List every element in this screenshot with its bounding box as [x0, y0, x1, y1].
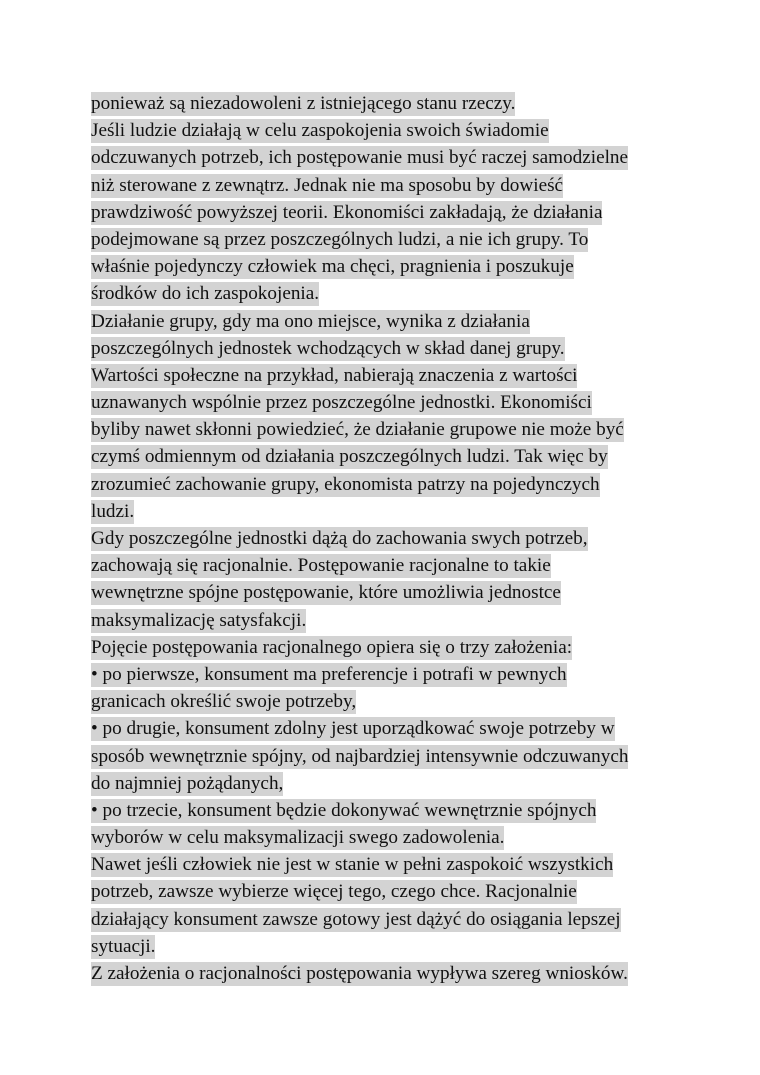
text-line: [91, 471, 681, 498]
text-line: [91, 498, 681, 525]
line-text: prawdziwość powyższej teorii. Ekonomiści zakładają, że działania: [91, 201, 603, 223]
line-text: • po pierwsze, konsument ma preferencje i potrafi w pewnych: [91, 663, 567, 685]
text-line: [91, 253, 681, 280]
line-text: odczuwanych potrzeb, ich postępowanie musi być raczej samodzielne: [91, 147, 629, 169]
line-text: granicach określić swoje potrzeby,: [91, 691, 357, 713]
text-line: [91, 933, 681, 960]
text-line: [91, 851, 681, 878]
line-text: niż sterowane z zewnątrz. Jednak nie ma sposobu by dowieść: [91, 174, 564, 196]
text-line: [91, 906, 681, 933]
line-text: uznawanych wspólnie przez poszczególne jednostki. Ekonomiści: [91, 392, 592, 414]
line-text: Działanie grupy, gdy ma ono miejsce, wynika z działania: [91, 310, 530, 332]
line-text: wewnętrzne spójne postępowanie, które umożliwia jednostce: [91, 582, 561, 604]
line-text: Pojęcie postępowania racjonalnego opiera się o trzy założenia:: [91, 636, 573, 658]
text-line: [91, 199, 681, 226]
line-text: podejmowane są przez poszczególnych ludzi, a nie ich grupy. To: [91, 228, 589, 250]
text-line: [91, 117, 681, 144]
bullet-line: [91, 715, 681, 742]
line-text: zrozumieć zachowanie grupy, ekonomista patrzy na pojedynczych: [91, 473, 600, 495]
text-line: [91, 443, 681, 470]
text-line: [91, 280, 681, 307]
text-line: [91, 878, 681, 905]
line-text: do najmniej pożądanych,: [91, 772, 284, 794]
line-text: wyborów w celu maksymalizacji swego zadowolenia.: [91, 827, 505, 849]
line-text: • po drugie, konsument zdolny jest uporządkować swoje potrzeby w: [91, 718, 615, 740]
text-line: [91, 90, 681, 117]
line-text: Wartości społeczne na przykład, nabierają znaczenia z wartości: [91, 364, 578, 386]
line-text: Nawet jeśli człowiek nie jest w stanie w pełni zaspokoić wszystkich: [91, 854, 614, 876]
line-text: maksymalizację satysfakcji.: [91, 609, 307, 631]
line-text: Jeśli ludzie działają w celu zaspokojenia swoich świadomie: [91, 120, 549, 142]
line-text: czymś odmiennym od działania poszczególnych ludzi. Tak więc by: [91, 446, 608, 468]
text-line: [91, 552, 681, 579]
text-line: [91, 607, 681, 634]
text-line: [91, 579, 681, 606]
bullet-line: [91, 797, 681, 824]
text-line: [91, 172, 681, 199]
text-line: [91, 960, 681, 987]
text-line: [91, 525, 681, 552]
line-text: Gdy poszczególne jednostki dążą do zachowania swych potrzeb,: [91, 528, 588, 549]
line-text: • po trzecie, konsument będzie dokonywać wewnętrznie spójnych: [91, 799, 597, 821]
text-line: [91, 308, 681, 335]
text-line: [91, 743, 681, 770]
line-text: byliby nawet skłonni powiedzieć, że działanie grupowe nie może być: [91, 419, 624, 441]
text-line: [91, 416, 681, 443]
text-line: [91, 770, 681, 797]
line-text: zachowają się racjonalnie. Postępowanie racjonalne to takie: [91, 555, 551, 577]
line-text: ludzi.: [91, 500, 135, 522]
text-line: [91, 634, 681, 661]
line-text: ponieważ są niezadowoleni z istniejącego stanu rzeczy.: [91, 93, 516, 114]
line-text: sytuacji.: [91, 935, 156, 957]
line-text: poszczególnych jednostek wchodzących w skład danej grupy.: [91, 337, 565, 359]
bullet-line: [91, 661, 681, 688]
text-line: [91, 335, 681, 362]
text-line: [91, 824, 681, 851]
text-line: [91, 688, 681, 715]
line-text: właśnie pojedynczy człowiek ma chęci, pragnienia i poszukuje: [91, 256, 574, 278]
line-text: sposób wewnętrznie spójny, od najbardziej intensywnie odczuwanych: [91, 745, 629, 767]
text-line: [91, 362, 681, 389]
text-line: [91, 226, 681, 253]
document-page: [91, 90, 681, 987]
text-line: [91, 389, 681, 416]
line-text: środków do ich zaspokojenia.: [91, 283, 320, 305]
line-text: Z założenia o racjonalności postępowania wypływa szereg wniosków.: [91, 963, 628, 984]
line-text: potrzeb, zawsze wybierze więcej tego, czego chce. Racjonalnie: [91, 881, 577, 903]
line-text: działający konsument zawsze gotowy jest dążyć do osiągania lepszej: [91, 908, 621, 930]
text-line: [91, 144, 681, 171]
